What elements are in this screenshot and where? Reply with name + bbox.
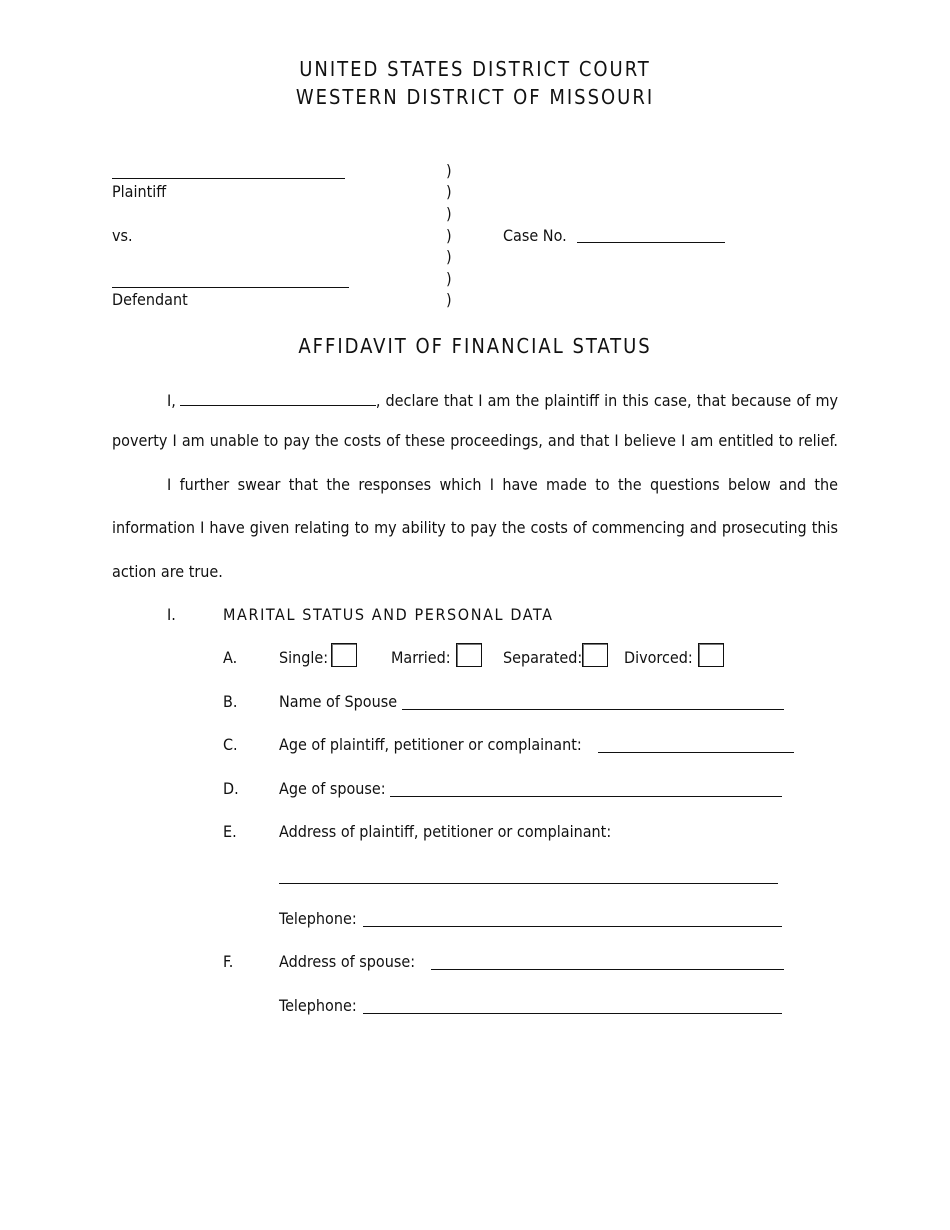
spouse-age-field[interactable] [390, 796, 782, 797]
spouse-telephone-field[interactable] [363, 1013, 782, 1014]
plaintiff-age-label: Age of plaintiff, petitioner or complainant: [279, 735, 582, 754]
caption-paren: ) [446, 290, 452, 309]
divorced-label: Divorced: [624, 648, 693, 667]
separated-label: Separated: [503, 648, 583, 667]
divorced-checkbox[interactable] [698, 643, 724, 667]
case-no-field[interactable] [577, 242, 725, 243]
spouse-address-label: Address of spouse: [279, 952, 416, 971]
item-a-letter: A. [223, 648, 238, 667]
spouse-address-field[interactable] [431, 969, 784, 970]
oath-line-2: information I have given relating to my ability to pay the costs of commencing and prosecuting this [112, 518, 838, 537]
declaration-line-2: poverty I am unable to pay the costs of these proceedings, and that I believe I am entitled to relief. [112, 431, 838, 450]
item-b-letter: B. [223, 692, 238, 711]
married-label: Married: [391, 648, 451, 667]
item-d-letter: D. [223, 779, 239, 798]
caption-paren: ) [446, 182, 452, 201]
caption-paren: ) [446, 247, 452, 266]
plaintiff-telephone-label: Telephone: [279, 909, 357, 928]
plaintiff-name-field[interactable] [112, 178, 345, 179]
case-no-label: Case No. [503, 226, 567, 245]
item-f-letter: F. [223, 952, 234, 971]
plaintiff-age-field[interactable] [598, 752, 794, 753]
declaration-i: I, [167, 391, 176, 410]
spouse-name-label: Name of Spouse [279, 692, 398, 711]
court-name-line2: WESTERN DISTRICT OF MISSOURI [295, 85, 655, 109]
spouse-telephone-label: Telephone: [279, 996, 357, 1015]
caption-paren: ) [446, 161, 452, 180]
caption-paren: ) [446, 269, 452, 288]
plaintiff-telephone-field[interactable] [363, 926, 782, 927]
declaration-text: , declare that I am the plaintiff in this case, that because of my [375, 391, 838, 410]
plaintiff-address-label: Address of plaintiff, petitioner or complainant: [279, 822, 612, 841]
affidavit-title: AFFIDAVIT OF FINANCIAL STATUS [298, 334, 652, 358]
married-checkbox[interactable] [456, 643, 482, 667]
court-name-line1: UNITED STATES DISTRICT COURT [299, 57, 651, 81]
caption-paren: ) [446, 204, 452, 223]
oath-line-3: action are true. [112, 562, 223, 581]
declaration-line-1 [112, 388, 838, 410]
separated-checkbox[interactable] [582, 643, 608, 667]
item-e-letter: E. [223, 822, 237, 841]
section-numeral: I. [167, 605, 176, 624]
vs-label: vs. [112, 226, 133, 245]
section-title: MARITAL STATUS AND PERSONAL DATA [223, 605, 554, 624]
defendant-name-field[interactable] [112, 287, 349, 288]
item-c-letter: C. [223, 735, 238, 754]
single-label: Single: [279, 648, 329, 667]
plaintiff-label: Plaintiff [112, 182, 167, 201]
single-checkbox[interactable] [331, 643, 357, 667]
spouse-name-field[interactable] [402, 709, 784, 710]
spouse-age-label: Age of spouse: [279, 779, 386, 798]
declarant-name-field[interactable] [180, 388, 376, 406]
oath-line-1: I further swear that the responses which I have made to the questions below and the [167, 475, 838, 494]
plaintiff-address-field[interactable] [279, 883, 778, 884]
caption-paren: ) [446, 226, 452, 245]
defendant-label: Defendant [112, 290, 188, 309]
